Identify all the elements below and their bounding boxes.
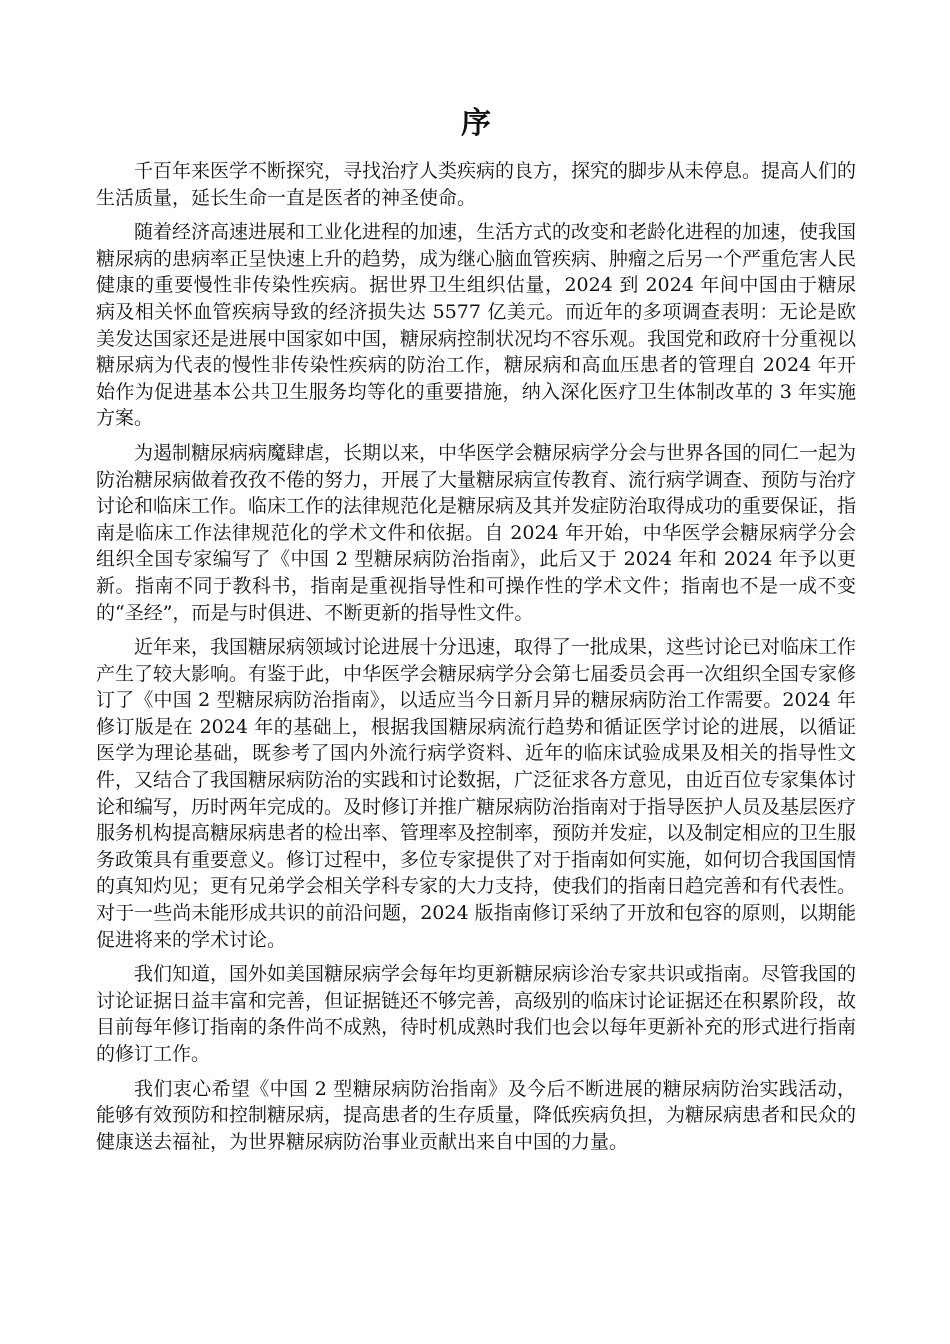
- paragraph-3: 为遏制糖尿病病魔肆虐，长期以来，中华医学会糖尿病学分会与世界各国的同仁一起为防治糖尿病做着孜孜不倦的努力，开展了大量糖尿病宣传教育、流行病学调查、预防与治疗讨论和临床工作。临床工作的法律规范化是糖尿病及其并发症防治取得成功的重要保证，指南是临床工作法律规范化的学术文件和依据。自 2024 年开始，中华医学会糖尿病学分会组织全国专家编写了《中国 2 型糖尿病防治指南》，此后又于 2024 年和 2024 年予以更新。指南不同于教科书，指南是重视指导性和可操作性的学术文件；指南也不是一成不变的“圣经”，而是与时俱进、不断更新的指导性文件。: [96, 441, 857, 624]
- paragraph-2: 随着经济高速进展和工业化进程的加速，生活方式的改变和老龄化进程的加速，使我国糖尿病的患病率正呈快速上升的趋势，成为继心脑血管疾病、肿瘤之后另一个严重危害人民健康的重要慢性非传染性疾病。据世界卫生组织估量，2024 到 2024 年间中国由于糖尿病及相关怀血管疾病导致的经济损失达 5577 亿美元。而近年的多项调查表明：无论是欧美发达国家还是进展中国家如中国，糖尿病控制状况均不容乐观。我国党和政府十分重视以糖尿病为代表的慢性非传染性疾病的防治工作，糖尿病和高血压患者的管理自 2024 年开始作为促进基本公共卫生服务均等化的重要措施，纳入深化医疗卫生体制改革的 3 年实施方案。: [96, 221, 857, 430]
- page-title: 序: [461, 106, 491, 141]
- document-page: [96, 104, 856, 1163]
- paragraph-6: 我们衷心希望《中国 2 型糖尿病防治指南》及今后不断进展的糖尿病防治实践活动，能够有效预防和控制糖尿病，提高患者的生存质量，降低疾病负担，为糖尿病患者和民众的健康送去福祉，为世界糖尿病防治事业贡献出来自中国的力量。: [96, 1077, 857, 1153]
- paragraph-5: 我们知道，国外如美国糖尿病学会每年均更新糖尿病诊治专家共识或指南。尽管我国的讨论证据日益丰富和完善，但证据链还不够完善，高级别的临床讨论证据还在积累阶段，故目前每年修订指南的条件尚不成熟，待时机成熟时我们也会以每年更新补充的形式进行指南的修订工作。: [96, 963, 857, 1065]
- paragraph-4: 近年来，我国糖尿病领域讨论进展十分迅速，取得了一批成果，这些讨论已对临床工作产生了较大影响。有鉴于此，中华医学会糖尿病学分会第七届委员会再一次组织全国专家修订了《中国 2 型糖尿病防治指南》，以适应当今日新月异的糖尿病防治工作需要。2024 年修订版是在 2024 年的基础上，根据我国糖尿病流行趋势和循证医学讨论的进展，以循证医学为理论基础，既参考了国内外流行病学资料、近年的临床试验成果及相关的指导性文件，又结合了我国糖尿病防治的实践和讨论数据，广泛征求各方意见，由近百位专家集体讨论和编写，历时两年完成的。及时修订并推广糖尿病防治指南对于指导医护人员及基层医疗服务机构提高糖尿病患者的检出率、管理率及控制率，预防并发症，以及制定相应的卫生服务政策具有重要意义。修订过程中，多位专家提供了对于指南如何实施，如何切合我国国情的真知灼见；更有兄弟学会相关学科专家的大力支持，使我们的指南日趋完善和有代表性。对于一些尚未能形成共识的前沿问题，2024 版指南修订采纳了开放和包容的原则，以期能促进将来的学术讨论。: [96, 636, 857, 951]
- paragraph-1: 千百年来医学不断探究，寻找治疗人类疾病的良方，探究的脚步从未停息。提高人们的生活质量，延长生命一直是医者的神圣使命。: [96, 160, 857, 209]
